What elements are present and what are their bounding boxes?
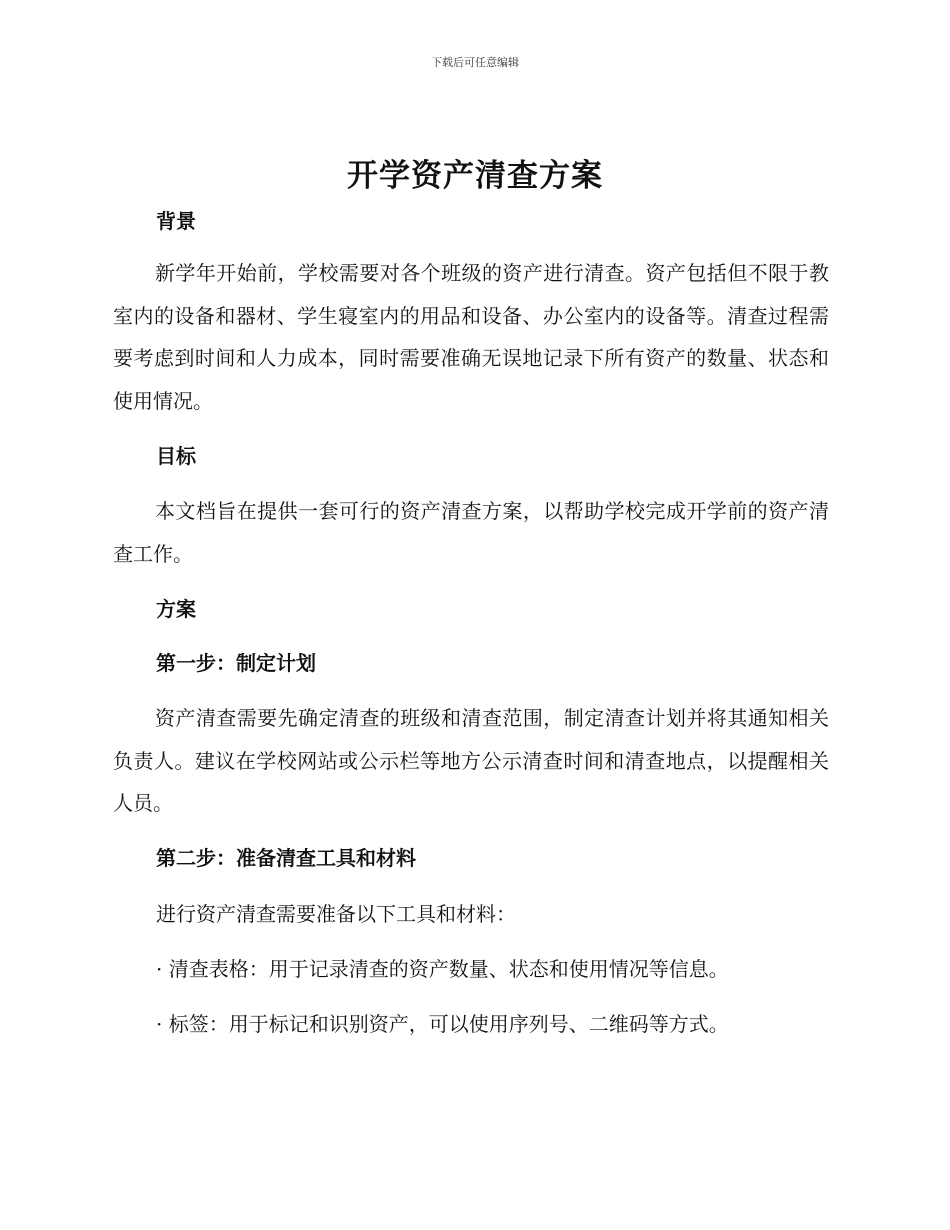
list-item-form: · 清查表格：用于记录清查的资产数量、状态和使用情况等信息。 [156,957,729,981]
paragraph-background: 新学年开始前，学校需要对各个班级的资产进行清查。资产包括但不限于教室内的设备和器材、学生寝室内的用品和设备、办公室内的设备等。清查过程需要考虑到时间和人力成本，同时需要准确无误地记录下所有资产的数量、状态和使用情况。 [113,261,829,413]
section-heading-goal: 目标 [156,444,196,468]
document-title: 开学资产清查方案 [347,158,603,194]
paragraph-goal: 本文档旨在提供一套可行的资产清查方案，以帮助学校完成开学前的资产清查工作。 [113,499,829,566]
header-note: 下载后可任意编辑 [431,56,519,69]
step1-heading: 第一步：制定计划 [156,651,316,675]
step2-intro: 进行资产清查需要准备以下工具和材料： [156,902,516,926]
step2-heading: 第二步：准备清查工具和材料 [156,846,416,870]
paragraph-step1: 资产清查需要先确定清查的班级和清查范围，制定清查计划并将其通知相关负责人。建议在学校网站或公示栏等地方公示清查时间和清查地点，以提醒相关人员。 [113,706,829,815]
section-heading-plan: 方案 [156,597,196,621]
section-heading-background: 背景 [156,209,196,233]
list-item-label: · 标签：用于标记和识别资产，可以使用序列号、二维码等方式。 [156,1012,729,1036]
